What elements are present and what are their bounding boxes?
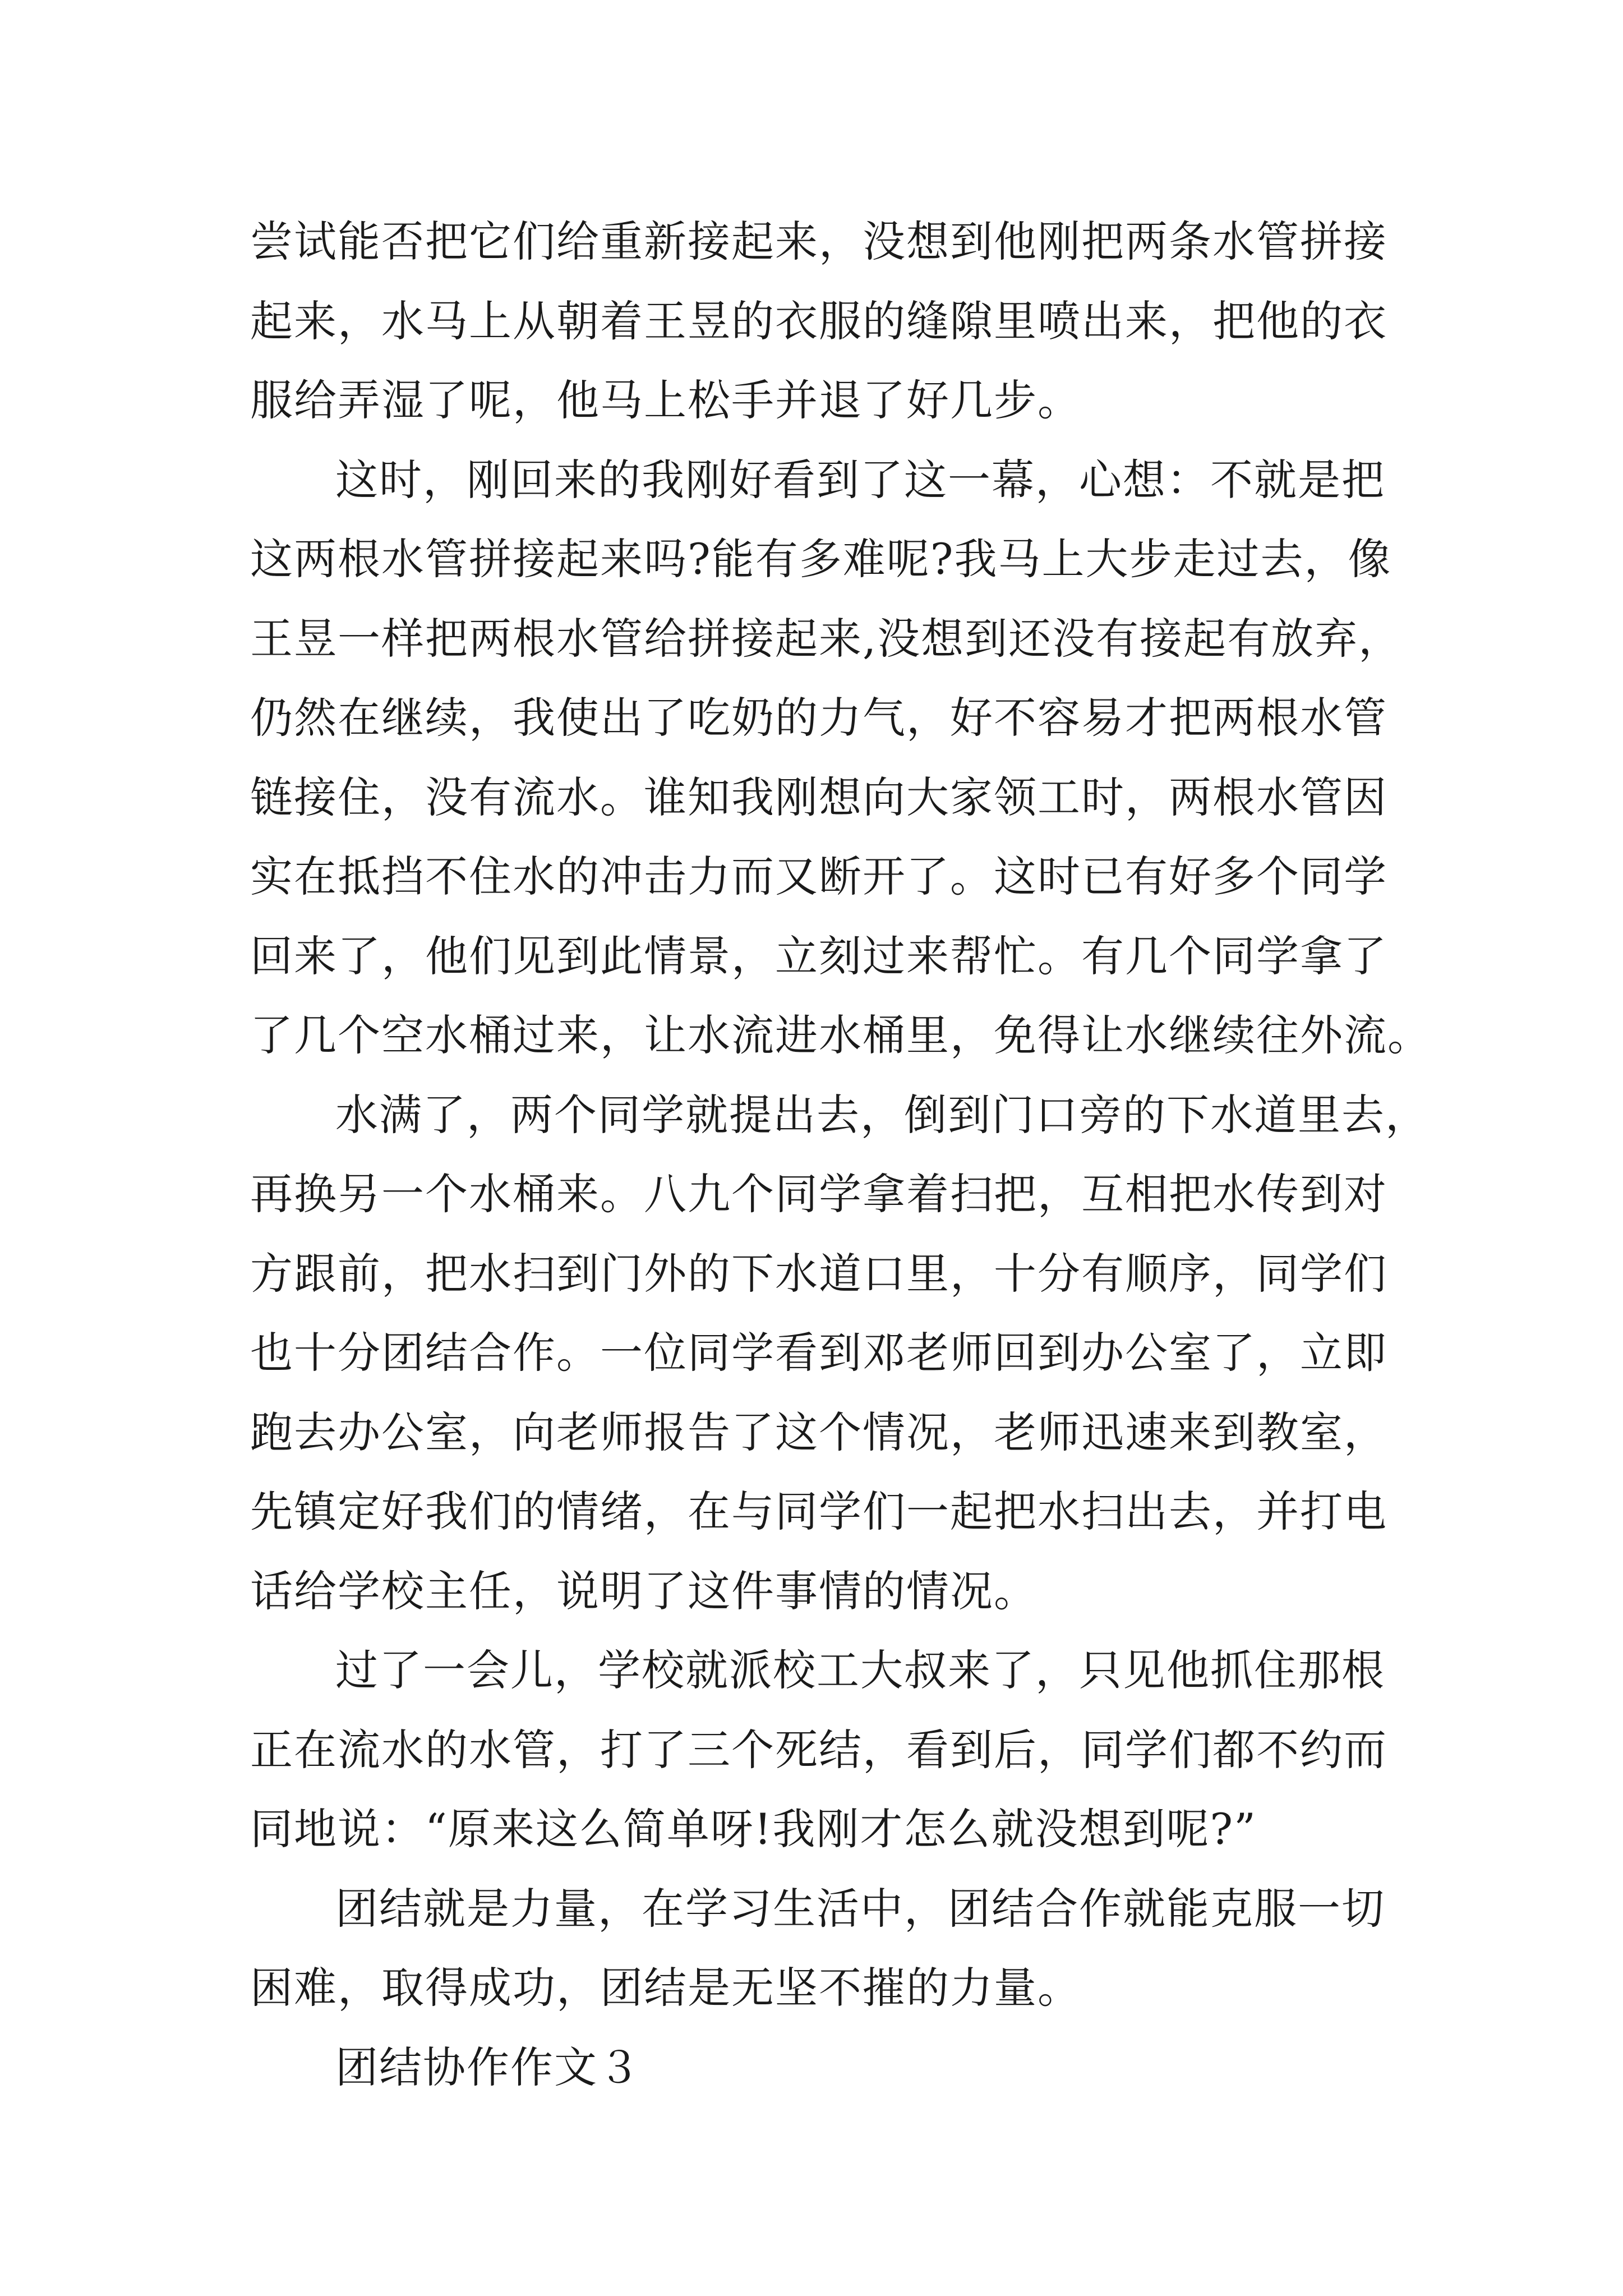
text-line: 实在抵挡不住水的冲击力而又断开了。这时已有好多个同学 [250, 852, 1387, 901]
text-line: 起来，水马上从朝着王昱的衣服的缝隙里喷出来，把他的衣 [250, 296, 1387, 346]
text-line: 链接住，没有流水。谁知我刚想向大家领工时，两根水管因 [250, 772, 1387, 822]
section-heading: 团结协作作文３ [335, 2042, 642, 2092]
paragraph-first-line: 这时，刚回来的我刚好看到了这一幕，心想：不就是把 [335, 454, 1385, 505]
text-line: 回来了，他们见到此情景，立刻过来帮忙。有几个同学拿了 [250, 931, 1387, 981]
paragraph-first-line: 团结就是力量，在学习生活中，团结合作就能克服一切 [335, 1883, 1385, 1934]
text-line: 话给学校主任，说明了这件事情的情况。 [250, 1566, 1038, 1616]
text-line: 王昱一样把两根水管给拼接起来,没想到还没有接起有放弃， [250, 613, 1403, 664]
text-line: 方跟前，把水扫到门外的下水道口里，十分有顺序，同学们 [250, 1248, 1387, 1299]
text-line: 了几个空水桶过来，让水流进水桶里，免得让水继续往外流。 [250, 1010, 1431, 1060]
text-line: 困难，取得成功，团结是无坚不摧的力量。 [250, 1963, 1081, 2013]
text-line: 尝试能否把它们给重新接起来，没想到他刚把两条水管拼接 [250, 217, 1387, 266]
text-line: 仍然在继续，我使出了吃奶的力气，好不容易才把两根水管 [250, 693, 1387, 743]
paragraph-first-line: 水满了，两个同学就提出去，倒到门口旁的下水道里去， [335, 1089, 1429, 1140]
text-line: 正在流水的水管，打了三个死结，看到后，同学们都不约而 [250, 1724, 1387, 1775]
text-line: 同地说：“原来这么简单呀!我刚才怎么就没想到呢?” [250, 1804, 1257, 1854]
text-line: 也十分团结合作。一位同学看到邓老师回到办公室了，立即 [250, 1328, 1387, 1378]
paragraph-first-line: 过了一会儿，学校就派校工大叔来了，只见他抓住那根 [335, 1645, 1385, 1695]
document-page [250, 202, 1431, 2107]
text-line: 再换另一个水桶来。八九个同学拿着扫把，互相把水传到对 [250, 1169, 1387, 1219]
text-line: 跑去办公室，向老师报告了这个情况，老师迅速来到教室， [250, 1407, 1387, 1457]
text-line: 服给弄湿了呢，他马上松手并退了好几步。 [250, 375, 1081, 425]
text-line: 先镇定好我们的情绪，在与同学们一起把水扫出去，并打电 [250, 1487, 1387, 1536]
text-line: 这两根水管拼接起来吗?能有多难呢?我马上大步走过去，像 [250, 534, 1392, 584]
